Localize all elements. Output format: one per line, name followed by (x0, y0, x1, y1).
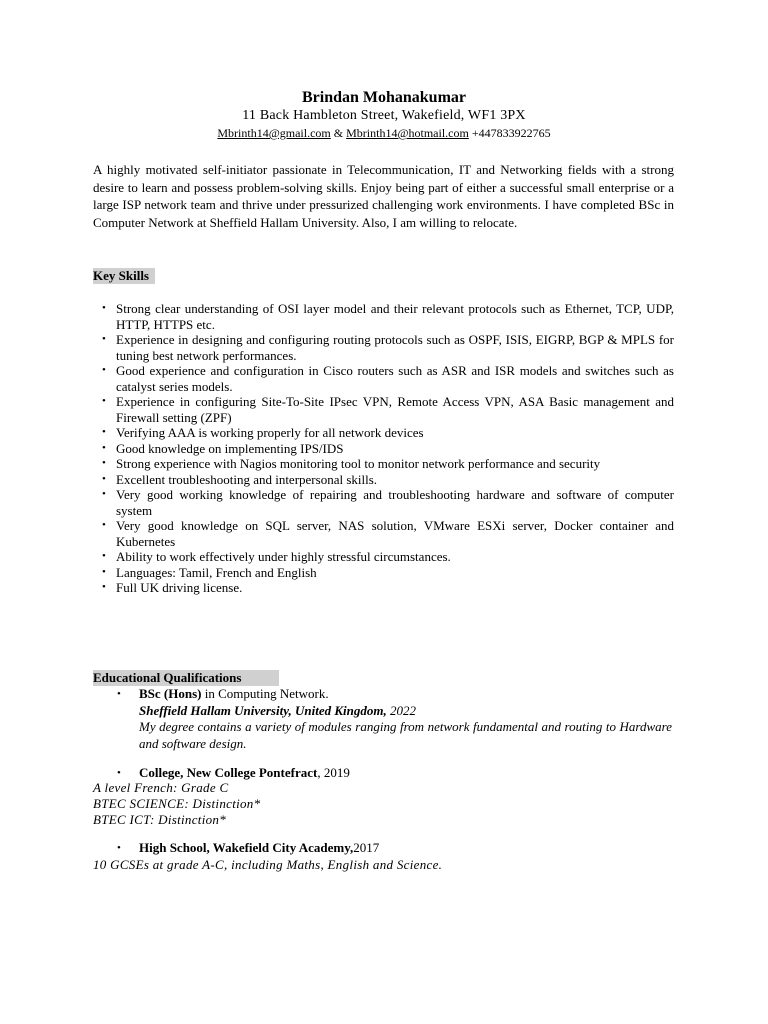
skill-item: • Very good knowledge on SQL server, NAS solution, VMware ESXi server, Docker container and Kubernetes (93, 518, 674, 549)
college-title (139, 765, 350, 781)
school-year: 2017 (353, 840, 380, 855)
candidate-name: Brindan Mohanakumar (301, 89, 467, 106)
skill-item: • Excellent troubleshooting and interpersonal skills. (93, 472, 674, 488)
school-bullet: • (117, 842, 121, 854)
skill-item: • Strong experience with Nagios monitoring tool to monitor network performance and security (93, 456, 674, 472)
profile-summary: A highly motivated self-initiator passionate in Telecommunication, IT and Networking fields with a strong desire to learn and possess problem-solving skills. Enjoy being part of either a successful small enterprise or a large ISP network team and thrive under pressurized challenging work environments. I have completed BSc in Computer Network at Sheffield Hallam University. Also, I am willing to relocate. (93, 162, 674, 230)
skill-item: • Experience in designing and configuring routing protocols such as OSPF, ISIS, EIGRP, BGP & MPLS for tuning best network performances. (93, 332, 674, 363)
home-address: 11 Back Hambleton Street, Wakefield, WF1 3PX (242, 108, 526, 123)
school-name: High School, Wakefield City Academy, (139, 840, 354, 855)
skill-item: • Good experience and configuration in Cisco routers such as ASR and ISR models and switches such as catalyst series models. (93, 363, 674, 394)
degree-institution: Sheffield Hallam University, United Kingdom, (139, 703, 387, 718)
degree-subject: in Computing Network. (201, 686, 329, 701)
email-link-gmail[interactable]: Mbrinth14@gmail.com (217, 126, 331, 140)
contact-line (0, 125, 768, 141)
phone-number: +447833922765 (468, 126, 551, 140)
email-separator: & (330, 126, 347, 140)
college-result: A level French: Grade C (93, 780, 229, 795)
skill-item: • Verifying AAA is working properly for all network devices (93, 425, 674, 441)
skill-item: • Experience in configuring Site-To-Site IPsec VPN, Remote Access VPN, ASA Basic management and Firewall setting (ZPF) (93, 394, 674, 425)
degree-year: 2022 (386, 703, 416, 718)
school-result: 10 GCSEs at grade A-C, including Maths, English and Science. (93, 857, 443, 872)
skill-item: • Good knowledge on implementing IPS/IDS (93, 441, 674, 457)
degree-description: My degree contains a variety of modules ranging from network fundamental and routing to Hardware and software design. (139, 719, 672, 751)
school-title (139, 840, 379, 856)
college-bullet: • (117, 767, 121, 779)
degree-institution-line (139, 702, 672, 719)
key-skills-heading: Key Skills (93, 268, 155, 284)
college-year: , 2019 (317, 765, 350, 780)
key-skills-list (93, 301, 674, 596)
cv-header (0, 88, 768, 141)
college-result: BTEC SCIENCE: Distinction* (93, 796, 261, 811)
degree-name: BSc (Hons) (139, 686, 202, 701)
education-heading: Educational Qualifications (93, 670, 279, 686)
skill-item: • Languages: Tamil, French and English (93, 565, 674, 581)
degree-title (139, 686, 329, 702)
skill-item: • Ability to work effectively under highly stressful circumstances. (93, 549, 674, 565)
skill-item: • Full UK driving license. (93, 580, 674, 596)
email-link-hotmail[interactable]: Mbrinth14@hotmail.com (346, 126, 469, 140)
degree-bullet: • (117, 688, 121, 700)
college-name: College, New College Pontefract (139, 765, 318, 780)
skill-item: • Strong clear understanding of OSI layer model and their relevant protocols such as Ethernet, TCP, UDP, HTTP, HTTPS etc. (93, 301, 674, 332)
skill-item: • Very good working knowledge of repairing and troubleshooting hardware and software of computer system (93, 487, 674, 518)
college-result: BTEC ICT: Distinction* (93, 812, 227, 827)
